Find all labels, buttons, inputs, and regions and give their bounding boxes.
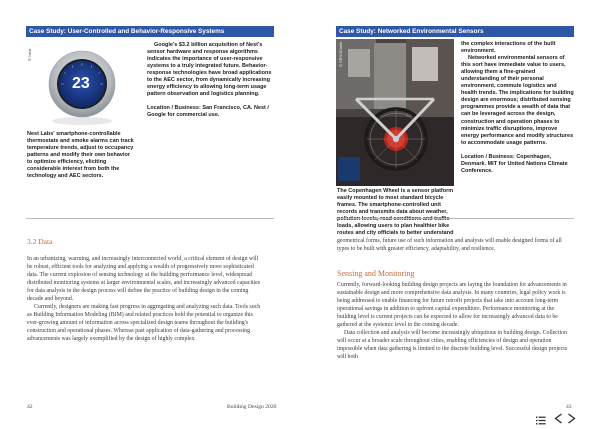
right-case-study-title: Case Study: Networked Environmental Sensors: [339, 28, 484, 35]
left-case-study-title: Case Study: User-Controlled and Behavior-Responsive Systems: [29, 28, 225, 35]
left-divider: [26, 218, 274, 219]
next-page-button[interactable]: [567, 409, 576, 420]
left-case-study-caption: [27, 131, 135, 180]
wheel-paragraph: Networked environmental sensors of this sort have immediate value to users, allowing them a fine-grained understanding of their personal environment, commute logistics and health trends. The implications for building design are enormous; distributed sensing programmes provide a wealth of data that can be leveraged across the design, construction and operation phases to minimize traffic disruptions, improve energy performance and modify structures to accommodate usage patterns.: [461, 55, 574, 146]
right-case-study-header: [336, 26, 574, 37]
right-case-study-caption: [337, 188, 455, 237]
wheel-caption-text: The Copenhagen Wheel is a sensor platform easily mounted to most standard bicycle frames. The smartphone-controlled unit records and transmits data about weather, pollution levels, road conditions and traffic loads, allowing users to plan healthier bike routes and city officials to better understand: [337, 188, 454, 237]
left-body-text: [27, 255, 262, 344]
nest-caption-text: Nest Labs' smartphone-controllable thermostats and smoke alarms can track temperature trends, adjust to occupancy patterns and modify their own behavior to optimize efficiency, eliciting considerable interest from both the technology and AEC sectors.: [27, 131, 134, 180]
wheel-location: Location / Business: Copenhagen, Denmark. MIT for United Nations Climate Conference.: [461, 153, 568, 174]
right-body-paragraph: Currently, forward-looking building design projects are laying the foundation for advancements in sustainable design and more comprehensive data analysis. In many countries, legal policy work is being addressed to enable financing for future retrofit projects that take into account long-term operational savings in addition to upfront capital expenditure. Performance monitoring at the building level is current projects can be expected to allow for increasingly advanced data to be gathered at the systemic level in the coming decade.: [337, 282, 567, 329]
left-footer-page-number: 42: [27, 404, 33, 410]
chevron-left-icon: [554, 413, 563, 424]
previous-page-button[interactable]: [554, 409, 563, 420]
right-body-top: [337, 237, 572, 253]
chevron-right-icon: [567, 413, 576, 424]
right-body-text: [337, 281, 572, 361]
nest-paragraph: Google's $3.2 billion acquisition of Nest's sensor hardware and response algorithms indicates the importance of user-responsive systems to a truly integrated future. Behavior-response technologies have broad applications to the AEC sector, from dynamically increasing energy efficiency to allowing long-term usage pattern observation and logistics planning.: [147, 42, 272, 98]
nest-location: Location / Business: San Francisco, CA. Nest / Google for commercial use.: [147, 105, 269, 119]
wheel-paragraph-continued: the complex interactions of the built environment.: [461, 41, 556, 55]
left-body-paragraph: Currently, designers are making fast progress in aggregating and analyzing such data. Tools such as Building Information Modeling (BIM) and related practices hold the potential to organize this ever-growing amount of information across specialized design teams throughout the building's construction and operational phases. Whereas past application of data-gathering and processing advancements was largely exemplified by the design of highly complex: [27, 304, 261, 343]
right-divider: [336, 218, 574, 219]
thermostat-temperature: 23: [72, 75, 90, 92]
copenhagen-wheel-photo: [336, 39, 454, 186]
right-body-continuation: geometrical forms, future use of such information and analysis will enable designed forms of all types to be built with greater efficiency, adaptability, and resilience.: [337, 238, 562, 253]
left-case-study-body: [147, 42, 275, 119]
left-section-heading: 3.2 Data: [27, 237, 53, 246]
right-case-study-body: [461, 41, 574, 175]
left-photo-credit: © Nest: [27, 48, 32, 61]
right-photo-credit: © SENSEable: [338, 41, 343, 67]
bicycle-photo-illustration: [336, 39, 454, 186]
right-footer-page-number: 43: [566, 404, 572, 410]
footer-book-title: Building Design 2020: [227, 404, 277, 410]
left-case-study-header: [26, 26, 274, 37]
right-section-heading: Sensing and Monitoring: [337, 269, 415, 278]
menu-icon[interactable]: [536, 410, 546, 419]
left-body-paragraph: In an urbanizing, warming, and increasingly interconnected world, a critical element of design will be robust, efficient tools for analyzing and applying a wealth of progressively more sophisticated data. The current explosion of sensing technology at the building performance level, widespread distributed monitoring systems at larger environmental scales, and increasingly advanced capacities for data analysis in the design process will define the practice of building design in the coming decade and beyond.: [27, 256, 261, 303]
right-body-paragraph: Data collection and analysis will become increasingly ubiquitous in building design. Collection will occur at a broader scale throughout cities, enabling efficiencies of design and operation impossible when data gathering is limited to the discrete building level. Successful design projects will both: [337, 330, 568, 361]
nest-thermostat-photo: [26, 39, 131, 130]
